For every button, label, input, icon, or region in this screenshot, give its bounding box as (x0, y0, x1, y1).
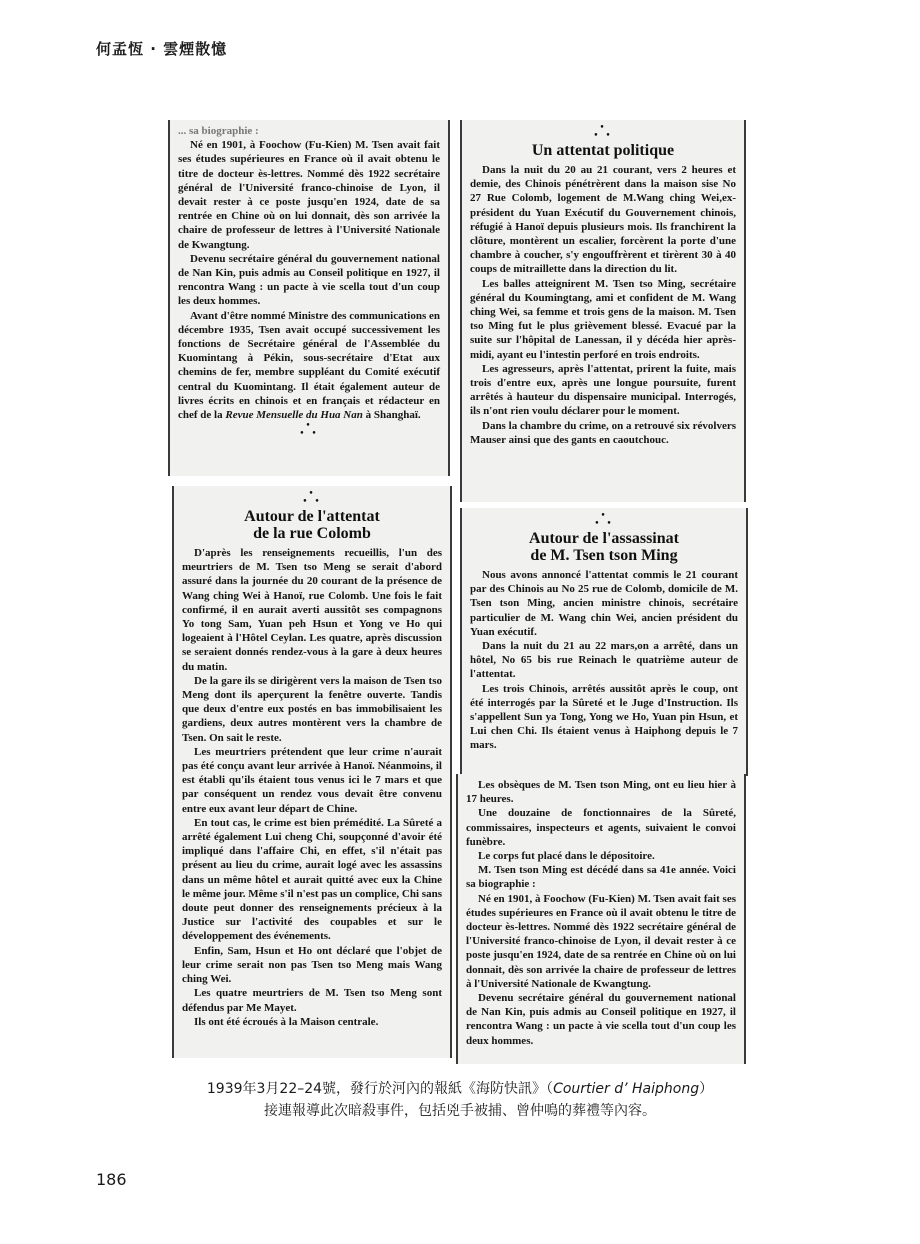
clipping-attentat-politique (460, 120, 746, 502)
page-number: 186 (96, 1170, 127, 1189)
clipping-obseques (456, 774, 746, 1064)
clip-d-para: Les trois Chinois, arrêtés aussitôt après le coup, ont été interrogés par la Sûreté et le Juge d'Instruction. Ils s'appellent Sun ya Tong, Yong we Ho, Yuan pin Hsun, et Lui chen Chi. Ils étaient venus à Haiphong depuis le 7 mars. (470, 682, 738, 752)
clipping-assassinat (460, 508, 748, 776)
clip-e-para: Devenu secrétaire général du gouvernement national de Nan Kin, puis admis au Conseil politique en 1927, il rencontra Wang : un pacte à vie scella tout d'un coup les deux hommes. (466, 992, 736, 1047)
clip-e-para: Le corps fut placé dans le dépositoire. (478, 850, 655, 863)
revue-title: Revue Mensuelle du Hua Nan (225, 409, 363, 422)
clip-b-para: Les balles atteignirent M. Tsen tso Ming, secrétaire général du Koumingtang, ami et confident de M. Wang ching Wei, sa femme et trois gens de la maison. M. Tsen tso Ming fut le plus grièvement blessé. Evacué par la suite sur l'hôpital de Lanessan, il y décéda hier après-midi, ayant eu l'intestin perforé en trois endroits. (470, 277, 736, 361)
newspaper-name: Courtier d’ Haiphong (553, 1081, 700, 1097)
clip-a-para: Né en 1901, à Foochow (Fu-Kien) M. Tsen avait fait ses études supérieures en France où il avait obtenu le titre de docteur ès-lettres. Nommé dès 1922 secrétaire général de l'Université franco-chinoise de Lyon, il devait rester à ce poste jusqu'en 1924, date de sa rentrée en Chine où on lui donnait, dès son arrivée la chaire de professeur de lettres à l'Université Nationale de Kwangtung. (178, 139, 440, 251)
clip-e-para: M. Tsen tson Ming est décédé dans sa 41e année. Voici sa biographie : (466, 864, 736, 891)
article-title: Autour de l'assassinat de M. Tsen tson Ming (529, 530, 679, 564)
figure-caption (150, 1078, 770, 1122)
article-title: Un attentat politique (531, 142, 675, 159)
clipping-rue-colomb (172, 486, 452, 1058)
clip-c-para: Enfin, Sam, Hsun et Ho ont déclaré que l'objet de leur crime serait non pas Tsen tso Meng mais Wang ching Wei. (182, 944, 442, 986)
clip-a-fragment: ... sa biographie : (178, 125, 259, 137)
clip-b-para: Dans la nuit du 20 au 21 courant, vers 2 heures et demie, des Chinois pénétrèrent dans la maison sise No 27 Rue Colomb, logement de M.Wang ching Wei,ex-président du Yuan Exécutif du Gouvernement chinois, réfugié à Hanoï depuis plusieurs mois. Ils franchirent la clôture, montèrent un escalier, forcèrent la porte d'une chambre à coucher, s'y engouffrèrent et tirèrent 30 à 40 coups de mitraillette dans la direction du lit. (470, 164, 736, 276)
clip-a-para: Devenu secrétaire général du gouvernement national de Nan Kin, puis admis au Conseil politique en 1927, il rencontra Wang : un pacte à vie scella tout d'un coup les deux hommes. (178, 252, 440, 308)
separator-stars: • • • (593, 123, 613, 141)
clip-c-para: Ils ont été écroués à la Maison centrale. (194, 1015, 379, 1028)
running-head: 何孟恆 · 雲煙散憶 (96, 40, 228, 58)
clip-d-para: Nous avons annoncé l'attentat commis le 21 courant par des Chinois au No 25 rue de Colomb, domicile de M. Tsen tson Ming, ancien ministre chinois, secrétaire particulier de M. Wang chin Wei, ancien président du Yuan exécutif. (470, 569, 738, 638)
separator-stars: • • • (594, 511, 614, 529)
clip-e-para: Né en 1901, à Foochow (Fu-Kien) M. Tsen avait fait ses études supérieures en France où il avait obtenu le titre de docteur ès-lettres. Nommé dès 1922 secrétaire général de l'Université franco-chinoise de Lyon, il devait rester à ce poste jusqu'en 1924, date de sa rentrée en Chine où on lui donnait, dès son arrivée la chaire de professeur de lettres à l'Université Nationale de Kwangtung. (466, 892, 736, 990)
clip-d-para: Dans la nuit du 21 au 22 mars,on a arrêté, dans un hôtel, No 65 bis rue Reinach le quatrième auteur de l'attentat. (470, 640, 738, 681)
clip-c-para: Les meurtriers prétendent que leur crime n'aurait pas été conçu avant leur arrivée à Hanoï. Néanmoins, il est établi qu'ils étaient tous venus ici le 7 mars et que par conséquent un rendez vous devait être convenu entre eux avant leur départ de Chine. (182, 745, 442, 815)
clip-b-para: Les agresseurs, après l'attentat, prirent la fuite, mais trois d'entre eux, après une longue poursuite, furent arrêtés à hauteur du dispensaire municipal. Interrogés, ils n'ont rien voulu déclarer pour le moment. (470, 362, 736, 418)
clipping-biography-top (168, 120, 450, 476)
clip-e-para: Une douzaine de fonctionnaires de la Sûreté, commissaires, inspecteurs et agents, suivaient le convoi funèbre. (466, 807, 736, 848)
clip-e-para: Les obsèques de M. Tsen tson Ming, ont eu lieu hier à 17 heures. (466, 779, 736, 806)
clip-c-para: D'après les renseignements recueillis, l'un des meurtriers de M. Tsen tso Meng se serait d'abord assuré dans la journée du 20 courant de la présence de Wang ching Wei à Hanoï, rue Colomb. Une fois le fait confirmé, il en aurait averti aussitôt ses compagnons Yo tong Sam, Yuan peh Hsun et Yong ve Ho qui logeaient à l'Hôtel Ceylan. Les quatre, après discussion se seraient donnés rendez-vous à la gare à deux heures du matin. (182, 547, 442, 673)
clip-a-para: Avant d'être nommé Ministre des communications en décembre 1935, Tsen avait occupé successivement les fonctions de Secrétaire général de l'Assemblée du Kuomintang à Pékin, sous-secrétaire d'Etat aux chemins de fer, membre suppléant du Comité exécutif central du Kuomintang. Il était également auteur de livres écrits en chinois et en français et rédacteur en chef de la Revue Mensuelle du Hua Nan à Shanghaï. (178, 309, 440, 422)
caption-line-1: 1939年3月22–24號，發行於河內的報紙《海防快訊》（Courtier d’ Haiphong） (206, 1081, 714, 1097)
separator-stars: • • • (302, 489, 322, 507)
clip-c-para: De la gare ils se dirigèrent vers la maison de Tsen tso Meng dont ils aperçurent la fenêtre ouverte. Tandis que deux d'entre eux postés en bas immobilisaient les gardiens, deux autres montèrent vers la chambre de Tsen. On sait le reste. (182, 674, 442, 744)
clip-c-para: Les quatre meurtriers de M. Tsen tso Meng sont défendus par Me Mayet. (182, 987, 442, 1014)
clip-c-para: En tout cas, le crime est bien prémédité. La Sûreté a arrêté également Lui cheng Chi, soupçonné d'avoir été impliqué dans l'affaire Chi, en effet, s'il n'était pas présent au lieu du crime, aurait logé avec les assassins dans un même hôtel et aurait quitté avec eux la Chine le même jour. Même s'il n'est pas un complice, Chi sans doute peut donner des renseignements précieux à la Justice sur l'activité des coupables et sur le développement des événements. (182, 816, 442, 943)
caption-line-2: 接連報導此次暗殺事件，包括兇手被捕、曾仲鳴的葬禮等內容。 (264, 1103, 656, 1119)
separator-stars: • • • (299, 421, 319, 440)
clip-b-para: Dans la chambre du crime, on a retrouvé six révolvers Mauser ainsi que des gants en caoutchouc. (470, 419, 736, 446)
article-title: Autour de l'attentat de la rue Colomb (244, 508, 380, 542)
